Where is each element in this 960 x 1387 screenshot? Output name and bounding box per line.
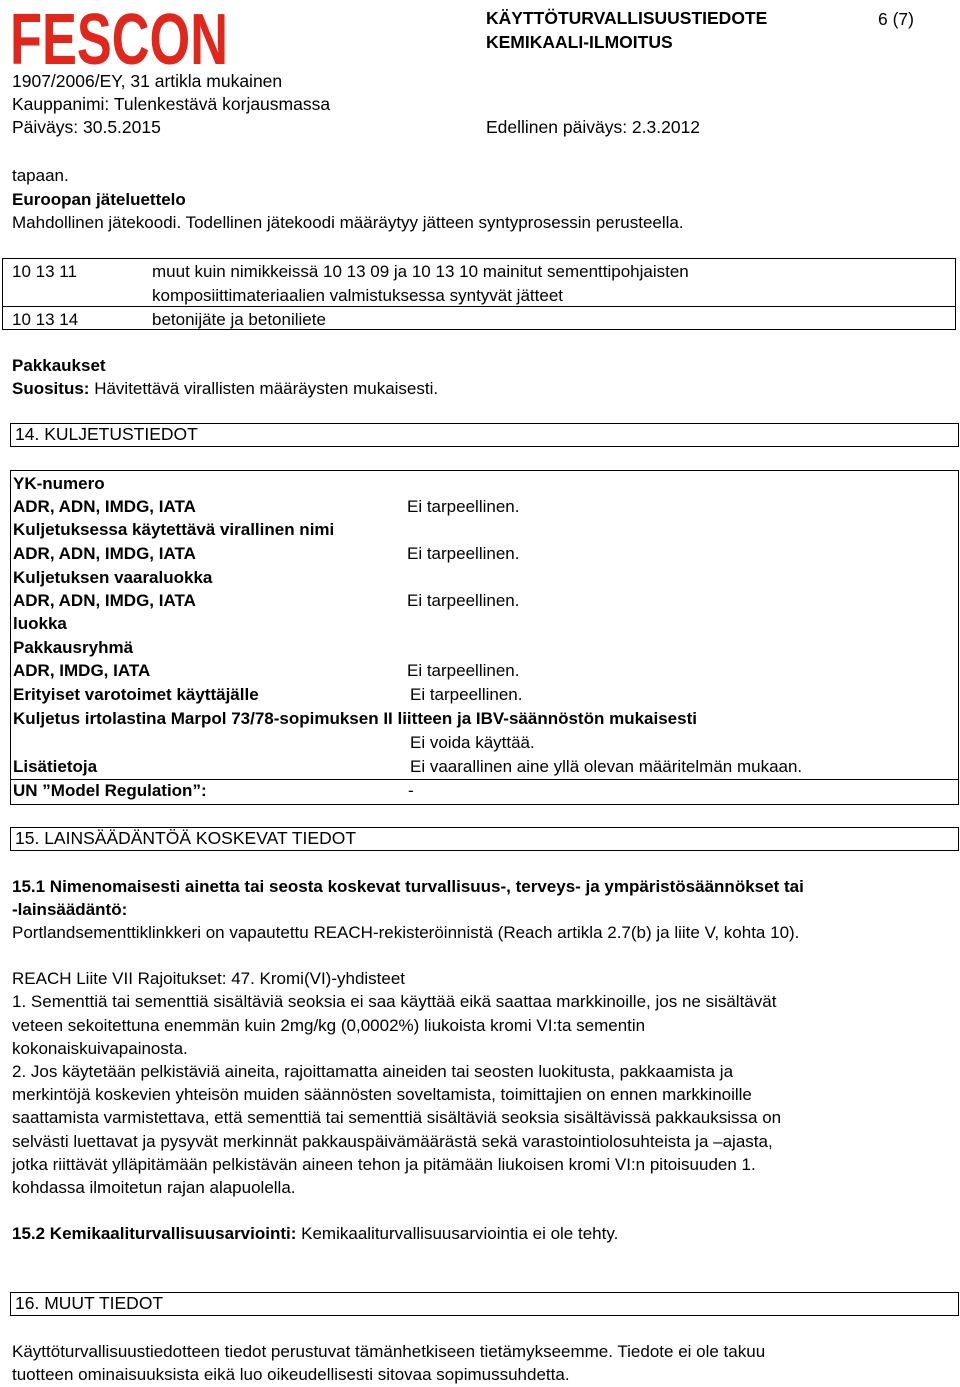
fescon-logo xyxy=(10,6,230,70)
waste-code: 10 13 14 xyxy=(12,310,79,329)
other-info-text: Käyttöturvallisuustiedotteen tiedot perustuvat tämänhetkiseen tietämykseemme. Tiedote ei ole takuu xyxy=(12,1342,766,1361)
reach-restriction-text: 1. Sementtiä tai sementtiä sisältäviä seoksia ei saa käyttää eikä saattaa markkinoille, jos ne sisältävät xyxy=(12,992,777,1011)
un-number-label: YK-numero xyxy=(13,474,105,493)
section-16-header xyxy=(10,1292,959,1316)
hazard-class-modes: ADR, ADN, IMDG, IATA xyxy=(13,591,196,610)
reach-restriction-text: 2. Jos käytetään pelkistäviä aineita, rajoittamatta aineiden tai seosten luokitusta, pakkaamista ja xyxy=(12,1062,734,1081)
un-number-modes: ADR, ADN, IMDG, IATA xyxy=(13,497,196,516)
hazard-class-value: Ei tarpeellinen. xyxy=(407,591,520,610)
regulation-reference: 1907/2006/EY, 31 artikla mukainen xyxy=(12,71,283,91)
waste-list-title: Euroopan jäteluettelo xyxy=(12,190,186,209)
page-number: 6 (7) xyxy=(878,9,914,29)
reach-restriction-title: REACH Liite VII Rajoitukset: 47. Kromi(VI)-yhdisteet xyxy=(12,969,406,988)
continued-text: tapaan. xyxy=(12,166,69,185)
un-number-value: Ei tarpeellinen. xyxy=(407,497,520,516)
subsection-15-2-text: Kemikaaliturvallisuusarviointia ei ole tehty. xyxy=(301,1224,619,1243)
logo-text: FESCON xyxy=(10,6,228,70)
bulk-transport-value: Ei voida käyttää. xyxy=(410,733,535,752)
previous-date: Edellinen päiväys: 2.3.2012 xyxy=(486,117,701,137)
reach-restriction-text: saattamista varmistettava, että sementtiä tai sementtiä sisältäviä seoksia sisältävissä pakkauksissa on xyxy=(12,1108,782,1127)
packaging-title: Pakkaukset xyxy=(12,356,106,375)
subsection-15-2-label: 15.2 Kemikaaliturvallisuusarviointi: xyxy=(12,1224,297,1243)
section-15-header xyxy=(10,827,959,851)
packing-group-label: Pakkausryhmä xyxy=(13,638,134,657)
section-title: 15. LAINSÄÄDÄNTÖÄ KOSKEVAT TIEDOT xyxy=(15,828,357,848)
waste-code-description: betonijäte ja betoniliete xyxy=(152,310,326,329)
reach-restriction-text: merkintöjä koskevien yhteisön muiden säännösten soveltamista, toimittajien on ennen markkinoille xyxy=(12,1085,752,1104)
reach-restriction-text: kokonaiskuivapainosta. xyxy=(12,1039,188,1058)
waste-code-description: muut kuin nimikkeissä 10 13 09 ja 10 13 10 mainitut sementtipohjaisten xyxy=(152,262,689,281)
document-title: KÄYTTÖTURVALLISUUSTIEDOTE xyxy=(486,8,768,28)
waste-code-description: komposiittimateriaalien valmistuksessa syntyvät jätteet xyxy=(152,286,563,305)
issue-date: Päiväys: 30.5.2015 xyxy=(12,117,161,137)
packaging-recommendation xyxy=(12,377,438,401)
section-title: 16. MUUT TIEDOT xyxy=(15,1293,164,1313)
section-title: 14. KULJETUSTIEDOT xyxy=(15,424,198,444)
reach-restriction-text: selvästi luettavat ja pysyvät merkinnät pakkauspäivämäärästä sekä varastointiolosuhteista ja –ajasta, xyxy=(12,1132,773,1151)
shipping-name-value: Ei tarpeellinen. xyxy=(407,544,520,563)
document-subtitle: KEMIKAALI-ILMOITUS xyxy=(486,32,673,52)
shipping-name-label: Kuljetuksessa käytettävä virallinen nimi xyxy=(13,520,335,539)
chemical-safety-assessment xyxy=(12,1222,618,1246)
subsection-15-1-title: 15.1 Nimenomaisesti ainetta tai seosta koskevat turvallisuus-, terveys- ja ympäristösäännökset tai xyxy=(12,877,804,896)
recommendation-label: Suositus: xyxy=(12,379,90,398)
special-precautions-label: Erityiset varotoimet käyttäjälle xyxy=(13,685,259,704)
class-label: luokka xyxy=(13,614,67,633)
recommendation-text: Hävitettävä virallisten määräysten mukaisesti. xyxy=(94,379,439,398)
special-precautions-value: Ei tarpeellinen. xyxy=(410,685,523,704)
other-info-text: tuotteen ominaisuuksista eikä luo oikeudellisesti sitovaa sopimussuhdetta. xyxy=(12,1365,570,1384)
un-model-regulation-value: - xyxy=(408,781,414,800)
reach-restriction-text: veteen sekoitettuna enemmän kuin 2mg/kg (0,0002%) liukoista kromi VI:ta sementin xyxy=(12,1016,646,1035)
additional-info-value: Ei vaarallinen aine yllä olevan määritelmän mukaan. xyxy=(410,757,803,776)
shipping-name-modes: ADR, ADN, IMDG, IATA xyxy=(13,544,196,563)
un-model-regulation-label: UN ”Model Regulation”: xyxy=(13,781,207,800)
section-14-header xyxy=(10,423,959,447)
packing-group-value: Ei tarpeellinen. xyxy=(407,661,520,680)
reach-exemption-text: Portlandsementtiklinkkeri on vapautettu REACH-rekisteröinnistä (Reach artikla 2.7(b) ja liite V, kohta 10). xyxy=(12,923,800,942)
additional-info-label: Lisätietoja xyxy=(13,757,98,776)
packing-group-modes: ADR, IMDG, IATA xyxy=(13,661,151,680)
waste-list-text: Mahdollinen jätekoodi. Todellinen jätekoodi määräytyy jätteen syntyprosessin perusteella. xyxy=(12,213,684,232)
hazard-class-label: Kuljetuksen vaaraluokka xyxy=(13,568,213,587)
waste-code: 10 13 11 xyxy=(12,262,77,281)
reach-restriction-text: jotka riittävät ylläpitämään pelkistävän aineen tehon ja pitämään liukoisen kromi VI:n pitoisuuden 1. xyxy=(12,1155,756,1174)
bulk-transport-label: Kuljetus irtolastina Marpol 73/78-sopimuksen II liitteen ja IBV-säännöstön mukaisesti xyxy=(13,709,697,728)
trade-name: Kauppanimi: Tulenkestävä korjausmassa xyxy=(12,94,331,114)
subsection-15-1-title: -lainsäädäntö: xyxy=(12,900,128,919)
reach-restriction-text: kohdassa ilmoitetun rajan alapuolella. xyxy=(12,1178,296,1197)
